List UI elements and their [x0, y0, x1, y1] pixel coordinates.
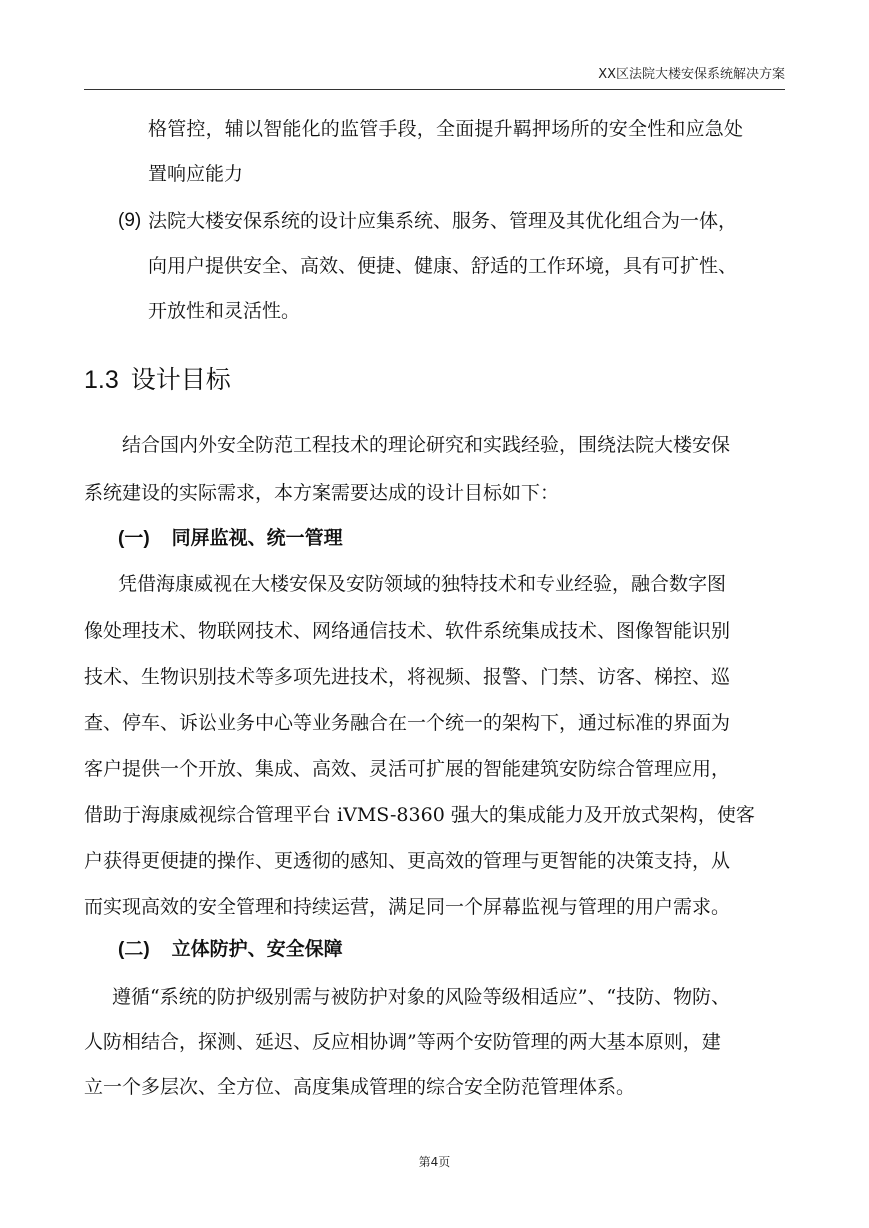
- paragraph-line: 系统建设的实际需求，本方案需要达成的设计目标如下：: [84, 482, 560, 504]
- paragraph-line: 查、停车、诉讼业务中心等业务融合在一个统一的架构下，通过标准的界面为: [84, 712, 731, 734]
- list-item-line: 法院大楼安保系统的设计应集系统、服务、管理及其优化组合为一体，: [148, 210, 738, 232]
- section-heading: [84, 365, 231, 395]
- continuation-line: 格管控，辅以智能化的监管手段，全面提升羁押场所的安全性和应急处: [148, 118, 744, 140]
- section-number: 1.3: [84, 366, 119, 394]
- page-number: 第4页: [418, 1155, 451, 1169]
- paragraph-line: 凭借海康威视在大楼安保及安防领域的独特技术和专业经验，融合数字图: [118, 573, 727, 595]
- subheading-title: 立体防护、安全保障: [171, 939, 343, 960]
- subheading-title: 同屏监视、统一管理: [171, 528, 343, 549]
- list-item-line: 向用户提供安全、高效、便捷、健康、舒适的工作环境，具有可扩性、: [148, 255, 738, 277]
- subheading-number: (二): [118, 939, 150, 960]
- header-title: XX区法院大楼安保系统解决方案: [598, 67, 785, 82]
- list-item-number: (9): [118, 210, 142, 231]
- paragraph-line: 户获得更便捷的操作、更透彻的感知、更高效的管理与更智能的决策支持，从: [84, 850, 731, 872]
- paragraph-line: 人防相结合，探测、延迟、反应相协调”等两个安防管理的两大基本原则，建: [84, 1031, 721, 1053]
- continuation-line: 置响应能力: [148, 163, 244, 185]
- paragraph-line: 客户提供一个开放、集成、高效、灵活可扩展的智能建筑安防综合管理应用，: [84, 758, 731, 780]
- header-divider: [84, 89, 785, 90]
- paragraph-line: 借助于海康威视综合管理平台 iVMS-8360 强大的集成能力及开放式架构，使客: [84, 804, 755, 826]
- paragraph-line: 立一个多层次、全方位、高度集成管理的综合安全防范管理体系。: [84, 1076, 636, 1098]
- paragraph-line: 像处理技术、物联网技术、网络通信技术、软件系统集成技术、图像智能识别: [84, 620, 731, 642]
- section-title: 设计目标: [130, 366, 231, 394]
- subheading-number: (一): [118, 528, 150, 549]
- subheading-goal-1: [118, 527, 343, 551]
- paragraph-line: 结合国内外安全防范工程技术的理论研究和实践经验，围绕法院大楼安保: [122, 434, 731, 456]
- subheading-goal-2: [118, 938, 343, 962]
- paragraph-line: 遵循“系统的防护级别需与被防护对象的风险等级相适应”、“技防、物防、: [112, 986, 731, 1008]
- list-item-line: 开放性和灵活性。: [148, 300, 301, 322]
- paragraph-line: 技术、生物识别技术等多项先进技术，将视频、报警、门禁、访客、梯控、巡: [84, 666, 731, 688]
- paragraph-line: 而实现高效的安全管理和持续运营，满足同一个屏幕监视与管理的用户需求。: [84, 896, 731, 918]
